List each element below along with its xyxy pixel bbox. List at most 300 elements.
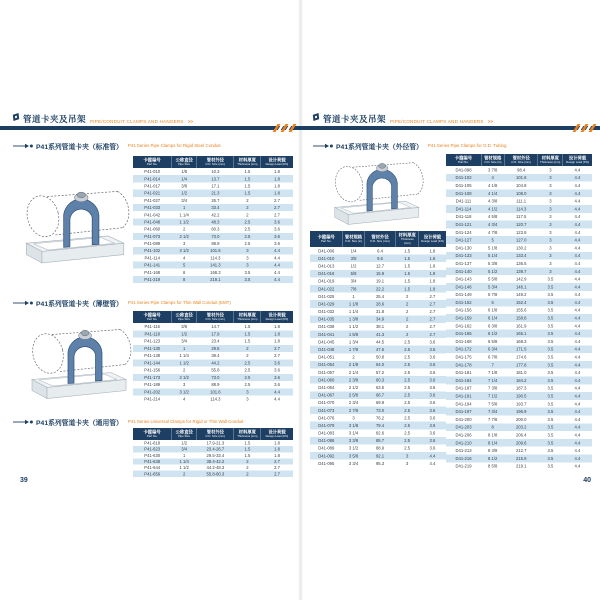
table-cell: 1.8	[274, 331, 280, 337]
table-cell: 3.5	[547, 323, 554, 329]
corner-mark-icon	[13, 113, 19, 121]
table-cell: 123.8	[515, 229, 527, 235]
table-cell: D41-051	[318, 354, 335, 360]
table-cell: 4.4	[574, 346, 581, 352]
table-cell: 203.2	[515, 424, 527, 430]
table-cell: 2.5	[244, 241, 251, 247]
table-row	[446, 236, 592, 244]
table-od-tubing-a	[310, 231, 446, 467]
table-cell: 1	[183, 205, 186, 211]
table-cell: 4.4	[274, 396, 280, 402]
table-cell: 2.7	[274, 459, 280, 465]
table-cell: 190.5	[515, 393, 527, 399]
table-row	[310, 255, 446, 263]
table-cell: 3.6	[429, 377, 436, 383]
table-cell: 1.8	[429, 286, 436, 292]
table-cell: P41-638	[144, 459, 161, 465]
table-cell: 168.3	[210, 269, 221, 275]
table-cell: 3.5	[547, 448, 554, 454]
table-row	[310, 422, 446, 430]
table-cell: P41-144	[144, 360, 161, 366]
table-cell: D41-181	[455, 370, 472, 376]
table-cell: 101.6	[515, 175, 527, 181]
table-row	[133, 352, 293, 359]
table-row	[446, 353, 592, 361]
table-cell: 29.5-33.4	[206, 452, 225, 458]
table-cell: D41-079	[318, 422, 335, 428]
table-cell: 3.6	[429, 438, 436, 444]
table-cell: D41-162	[455, 323, 472, 329]
table-cell: D41-121	[455, 221, 472, 227]
table-cell: 7	[491, 362, 494, 368]
table-cell: 14.7	[211, 324, 220, 330]
pipe-clamp-drawing	[312, 152, 438, 228]
table-cell: 209.6	[515, 440, 527, 446]
table-cell: 4.4	[574, 190, 581, 196]
table-row	[446, 291, 592, 299]
table-cell: 2	[406, 324, 409, 330]
table-cell: 23.4	[211, 338, 220, 344]
table-row	[133, 359, 293, 366]
table-cell: 2.5	[244, 233, 251, 239]
table-cell: 3	[549, 229, 552, 235]
table-row	[310, 361, 446, 369]
column-header: 管材外径 O.D. Size (mm)	[504, 154, 538, 166]
table-cell: P41-048	[144, 219, 161, 225]
table-cell: 3.6	[429, 354, 436, 360]
table-cell: 2.5	[404, 369, 411, 375]
table-cell: 2 1/2	[179, 233, 189, 239]
table-cell: P41-027	[144, 197, 161, 203]
column-header: 材料厚度 Thickness (mm)	[234, 428, 261, 440]
table-cell: 3.6	[274, 367, 280, 373]
table-cell: D41-067	[318, 392, 335, 398]
table-cell: P41-173	[144, 374, 161, 380]
table-row	[310, 308, 446, 316]
table-row	[446, 431, 592, 439]
table-row	[446, 345, 592, 353]
table-cell: 101.6	[210, 389, 221, 395]
table-cell: 3.6	[429, 407, 436, 413]
table-cell: 3.6	[429, 362, 436, 368]
header-rule	[300, 126, 600, 130]
page-title-cn: 管道卡夹及吊架	[323, 114, 387, 124]
table-cell: 146.1	[515, 284, 527, 290]
table-cell: 1.5	[404, 286, 411, 292]
table-cell: P41-017	[144, 183, 161, 189]
table-cell: P41-123	[144, 338, 161, 344]
table-cell: 1.5	[244, 446, 251, 452]
table-cell: 4 1/4	[488, 190, 498, 196]
table-cell: 4.4	[574, 229, 581, 235]
table-row	[310, 293, 446, 301]
table-cell: 3.5	[244, 277, 251, 283]
corner-mark-icon	[313, 113, 319, 121]
table-cell: 161.9	[515, 323, 527, 329]
arrow-marker-icon	[313, 143, 333, 149]
table-cell: 38.4-42.2	[206, 459, 225, 465]
table-cell: 8 1/8	[488, 432, 498, 438]
table-cell: 1	[352, 293, 355, 299]
table-cell: D41-083	[318, 430, 335, 436]
table-row	[310, 300, 446, 308]
table-cell: 13.7	[211, 176, 220, 182]
table-cell: 4.4	[274, 248, 280, 254]
table-cell: 3/4	[350, 278, 357, 284]
table-cell: 98.4	[517, 167, 526, 173]
table-cell: 1.5	[404, 278, 411, 284]
table-cell: 88.9	[375, 445, 385, 451]
table-row	[133, 247, 293, 254]
table-cell: 4 3/8	[488, 198, 498, 204]
table-cell: 3.6	[429, 392, 436, 398]
table-cell: 1.8	[429, 263, 436, 269]
table-row	[310, 444, 446, 452]
table-cell: P41-630	[144, 452, 161, 458]
table-cell: D41-146	[455, 284, 472, 290]
page-title-cn: 管道卡夹及吊架	[23, 114, 87, 124]
table-cell: 114.3	[210, 396, 221, 402]
table-cell: 5 5/8	[488, 276, 498, 282]
table-cell: D41-022	[318, 286, 335, 292]
table-cell: 171.5	[515, 346, 527, 352]
table-row	[446, 244, 592, 252]
chevrons-icon: >>	[187, 119, 194, 124]
table-cell: 1/2	[181, 331, 188, 337]
table-header-row	[310, 231, 446, 247]
table-cell: 3.6	[429, 400, 436, 406]
table-cell: P41-156	[144, 367, 161, 373]
table-cell: 1 1/8	[348, 301, 359, 307]
table-cell: 139.7	[515, 268, 527, 274]
table-cell: 5	[491, 237, 494, 243]
table-cell: 2.5	[404, 422, 411, 428]
table-row	[310, 247, 446, 255]
table-cell: 60.3	[375, 377, 385, 383]
table-cell: D41-114	[455, 206, 472, 212]
column-header: 管材外径 O.D. Size (mm)	[197, 428, 234, 440]
header-rule	[0, 126, 300, 130]
table-cell: 3/8	[181, 183, 188, 189]
table-cell: 73.0	[375, 407, 385, 413]
page-header	[313, 111, 493, 125]
table-cell: 3 1/8	[348, 422, 359, 428]
table-cell: 2	[183, 367, 186, 373]
table-row	[133, 197, 293, 204]
table-cell: 1.8	[274, 176, 280, 182]
table-cell: 174.6	[515, 354, 527, 360]
table-cell: 1 1/2	[179, 465, 189, 471]
table-cell: 3.5	[547, 409, 554, 415]
table-cell: 6.4	[377, 248, 383, 254]
table-cell: 3 7/8	[488, 167, 498, 173]
table-cell: 2 1/4	[348, 369, 359, 375]
table-cell: D41-143	[455, 276, 472, 282]
table-cell: 1.5	[244, 190, 251, 196]
column-header: 设计荷载 Design Load (KN)	[261, 156, 293, 168]
strut-channel	[335, 201, 419, 224]
table-cell: 4.4	[574, 315, 581, 321]
table-cell: 4.4	[574, 377, 581, 383]
table-cell: D41-191	[455, 393, 472, 399]
table-cell: 8	[491, 424, 494, 430]
table-row	[133, 381, 293, 388]
table-cell: D41-013	[318, 263, 335, 269]
table-cell: 2.5	[404, 354, 411, 360]
table-cell: 4.4	[574, 221, 581, 227]
table-cell: D41-029	[318, 301, 335, 307]
table-row	[446, 197, 592, 205]
table-cell: D41-184	[455, 377, 472, 383]
table-cell: D41-070	[318, 400, 335, 406]
table-cell: 3	[549, 237, 552, 243]
pipe-clamp-illustration	[16, 162, 130, 284]
table-cell: 76.2	[375, 415, 385, 421]
table-cell: 3.6	[429, 422, 436, 428]
table-cell: 55.8	[211, 367, 220, 373]
table-cell: 2.7	[429, 324, 436, 330]
table-cell: D41-137	[455, 260, 472, 266]
table-row	[446, 182, 592, 190]
table-cell: 44.2-48.3	[206, 465, 225, 471]
table-cell: 3.6	[429, 430, 436, 436]
table-cell: 158.8	[515, 315, 527, 321]
pipe-clamp-drawing	[16, 162, 130, 284]
table-row	[310, 353, 446, 361]
table-cell: 17.9	[211, 331, 220, 337]
table-row	[310, 277, 446, 285]
table-cell: D41-172	[455, 346, 472, 352]
table-cell: 3/8	[350, 255, 357, 261]
table-cell: P41-189	[144, 382, 161, 388]
pipe-clamp-illustration	[312, 152, 438, 228]
column-header: 设计荷载 Design Load (KN)	[261, 428, 293, 440]
table-cell: 3.5	[547, 424, 554, 430]
table-cell: 25.4	[375, 293, 385, 299]
table-row	[133, 175, 293, 182]
table-row	[446, 338, 592, 346]
table-cell: D41-159	[455, 315, 472, 321]
table-row	[310, 429, 446, 437]
section-title-en: P41 Series Pipe Clamps for Rigid Steel Conduit	[127, 143, 221, 148]
pipe-clamp-illustration	[22, 314, 132, 406]
table-cell: 3.5	[547, 292, 554, 298]
table-cell: 114.3	[516, 206, 527, 212]
table-cell: 4.4	[574, 463, 581, 469]
table-cell: D41-175	[455, 354, 472, 360]
table-cell: 82.6	[375, 430, 385, 436]
table-cell: 4	[183, 255, 186, 261]
table-cell: P41-010	[144, 169, 161, 175]
table-cell: P41-114	[144, 255, 160, 261]
table-cell: 2.5	[244, 226, 251, 232]
table-cell: 69.9	[375, 400, 385, 406]
table-cell: 50.8	[375, 354, 385, 360]
table-cell: D41-095	[318, 460, 335, 466]
table-cell: 2 1/8	[348, 362, 359, 368]
table-cell: D41-006	[318, 248, 335, 254]
table-row	[133, 218, 293, 225]
table-cell: D41-019	[318, 278, 335, 284]
table-cell: 3.5	[547, 377, 554, 383]
section-title-cn: P41系列管道卡夹（通用管）	[36, 419, 123, 427]
table-cell: 3	[246, 262, 249, 268]
table-row	[446, 361, 592, 369]
table-cell: 1.5	[244, 176, 251, 182]
table-cell: 66.7	[375, 392, 385, 398]
table-cell: 7 1/4	[488, 377, 498, 383]
table-cell: 88.9	[211, 241, 220, 247]
table-cell: 4	[491, 175, 494, 181]
page-number: 39	[20, 477, 28, 484]
table-cell: D41-038	[318, 324, 335, 330]
table-row	[446, 252, 592, 260]
section-title-en: P41 Series Pipe Clamps for Thin Wall Conduit (EMT)	[127, 300, 231, 305]
table-cell: 187.3	[515, 385, 527, 391]
table-cell: 3 1/2	[179, 248, 189, 254]
table-cell: 1 1/4	[179, 459, 189, 465]
table-row	[446, 267, 592, 275]
table-cell: D41-035	[318, 316, 335, 322]
table-row	[446, 408, 592, 416]
table-cell: 4	[183, 396, 186, 402]
table-cell: 2.7	[274, 205, 280, 211]
table-row	[310, 406, 446, 414]
table-cell: 101.6	[210, 248, 221, 254]
table-row	[133, 338, 293, 345]
table-cell: 4.4	[429, 453, 436, 459]
table-cell: D41-073	[318, 407, 335, 413]
table-cell: 2.5	[404, 362, 411, 368]
table-cell: 48.3	[211, 219, 220, 225]
table-cell: 6 5/8	[488, 338, 498, 344]
table-row	[133, 240, 293, 247]
table-cell: 4.4	[574, 198, 581, 204]
table-cell: 2	[246, 459, 249, 465]
table-cell: P41-014	[144, 176, 161, 182]
table-cell: 3	[549, 268, 552, 274]
table-row	[133, 168, 293, 175]
table-cell: D41-140	[455, 268, 472, 274]
table-cell: 2	[406, 309, 409, 315]
table-row	[133, 471, 293, 477]
table-cell: 3	[246, 248, 249, 254]
table-cell: 2 3/8	[348, 377, 359, 383]
table-cell: 2.5	[244, 374, 251, 380]
table-cell: 4.4	[429, 460, 436, 466]
table-cell: D41-187	[455, 385, 472, 391]
table-cell: 1 5/8	[348, 331, 359, 337]
table-cell: 3.6	[274, 360, 280, 366]
table-cell: 3.6	[429, 415, 436, 421]
table-cell: D41-057	[318, 369, 335, 375]
table-cell: D41-048	[318, 347, 335, 353]
table-cell: 3	[549, 167, 552, 173]
table-header-row	[133, 428, 293, 440]
table-cell: 5 3/8	[488, 260, 498, 266]
table-cell: 2	[406, 331, 409, 337]
table-row	[133, 374, 293, 381]
table-cell: 3	[549, 253, 552, 259]
bolt-nut-icon	[77, 192, 85, 198]
table-cell: 3.5	[547, 276, 554, 282]
table-cell: 3	[549, 245, 552, 251]
table-cell: 1 1/2	[348, 324, 359, 330]
table-cell: 63.5	[375, 384, 385, 390]
table-cell: P41-644	[144, 465, 161, 471]
table-cell: 1 1/2	[179, 219, 189, 225]
table-cell: D41-133	[455, 253, 472, 259]
table-cell: 4.4	[574, 338, 581, 344]
table-cell: 3 1/2	[348, 445, 359, 451]
table-cell: 4 1/2	[488, 206, 498, 212]
table-cell: 142.9	[515, 276, 527, 282]
table-cell: 4.4	[574, 432, 581, 438]
table-cell: 1.5	[244, 183, 251, 189]
table-header-row	[133, 311, 293, 323]
table-cell: D41-041	[318, 331, 335, 337]
table-cell: 4.4	[574, 214, 581, 220]
table-cell: 120.7	[515, 221, 527, 227]
table-row	[446, 275, 592, 283]
table-cell: 1 1/2	[179, 360, 189, 366]
table-cell: 3.5	[547, 455, 554, 461]
table-cell: D41-076	[318, 415, 335, 421]
table-row	[446, 392, 592, 400]
table-cell: 3.6	[429, 339, 436, 345]
table-cell: 4.4	[574, 448, 581, 454]
column-header: 公称直径 Pipe Size	[171, 156, 197, 168]
table-cell: 55.8-60.3	[206, 471, 225, 477]
column-header: 材料厚度 Thickness (mm)	[234, 156, 261, 168]
table-cell: 47.6	[375, 347, 385, 353]
table-cell: 2.5	[404, 347, 411, 353]
table-row	[446, 306, 592, 314]
table-cell: 1.8	[274, 338, 280, 344]
table-cell: 2.5	[244, 219, 251, 225]
section-title-rigid	[13, 141, 221, 150]
table-cell: 2	[246, 212, 249, 218]
strut-channel	[26, 236, 123, 263]
table-od-tubing-b-wrap	[446, 154, 592, 470]
table-cell: 3.5	[547, 315, 554, 321]
table-cell: 1/2	[181, 190, 188, 196]
table-cell: 3	[183, 382, 186, 388]
table-cell: P41-089	[144, 241, 161, 247]
table-cell: 7 3/4	[488, 409, 498, 415]
table-cell: 38.1	[375, 324, 385, 330]
table-cell: 4.4	[574, 416, 581, 422]
table-cell: 2	[246, 197, 249, 203]
table-cell: 17.9-21.3	[206, 440, 225, 446]
table-cell: 3.5	[547, 370, 554, 376]
table-cell: 1/4	[350, 248, 357, 254]
table-cell: 1/2	[181, 440, 188, 446]
table-cell: D41-130	[455, 245, 472, 251]
table-row	[446, 369, 592, 377]
table-row	[446, 447, 592, 455]
table-cell: P41-168	[144, 269, 161, 275]
table-cell: 2	[406, 301, 409, 307]
table-cell: 2.5	[404, 445, 411, 451]
column-header: 管材规格 O.D. Size (in)	[343, 231, 365, 247]
table-cell: 5 1/8	[488, 245, 498, 251]
table-cell: 3 3/8	[348, 438, 359, 444]
table-cell: 3.6	[429, 369, 436, 375]
table-cell: 73.0	[211, 374, 220, 380]
table-cell: 3 1/2	[179, 389, 189, 395]
table-cell: 2	[246, 353, 249, 359]
